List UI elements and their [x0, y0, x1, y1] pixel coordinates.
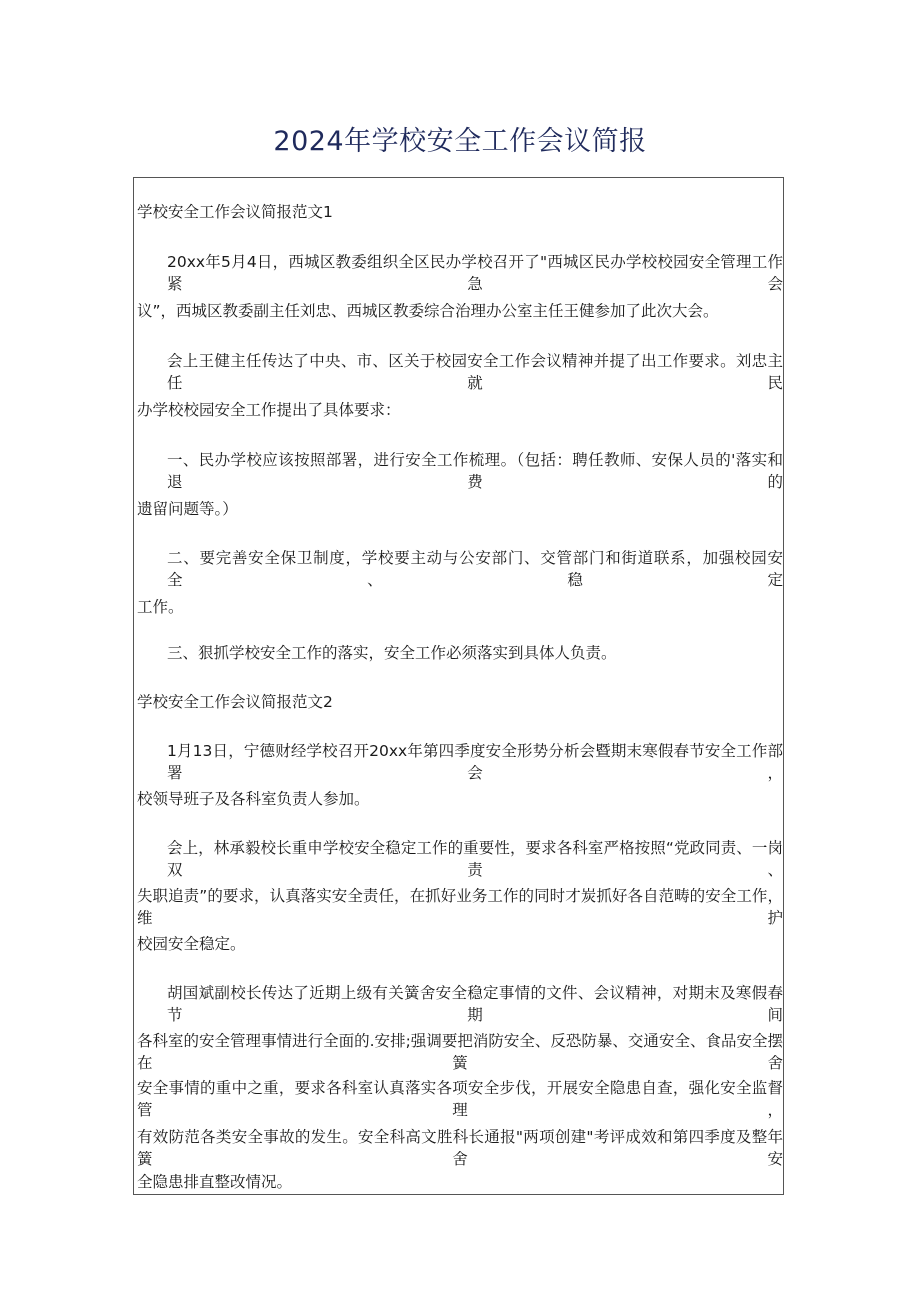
paragraph-line: 1月13日，宁德财经学校召开20xx年第四季度安全形势分析会暨期末寒假春节安全工作部署会，	[167, 742, 783, 782]
paragraph-line: 遗留问题等。）	[137, 500, 238, 518]
paragraph-line: 有效防范各类安全事故的发生。安全科高文胜科长通报"两项创建"考评成效和第四季度及整年簧舍安	[137, 1128, 783, 1168]
paragraph-line: 议”，西城区教委副主任刘忠、西城区教委综合治理办公室主任王健参加了此次大会。	[137, 302, 719, 320]
paragraph-line: 校园安全稳定。	[137, 935, 246, 953]
paragraph-line: 三、狠抓学校安全工作的落实，安全工作必须落实到具体人负责。	[167, 644, 617, 662]
section-heading-1: 学校安全工作会议简报范文1	[137, 203, 333, 221]
paragraph-line: 一、民办学校应该按照部署，进行安全工作梳理。（包括：聘任教师、安保人员的'落实和退费的	[167, 451, 783, 491]
paragraph-line: 校领导班子及各科室负责人参加。	[137, 790, 370, 808]
paragraph-line: 工作。	[137, 598, 184, 616]
document-title: 2024年学校安全工作会议简报	[273, 126, 647, 157]
paragraph-line: 胡国斌副校长传达了近期上级有关簧舍安全稳定事情的文件、会议精神，对期末及寒假春节期间	[167, 984, 783, 1024]
paragraph-line: 会上王健主任传达了中央、市、区关于校园安全工作会议精神并提了出工作要求。刘忠主任就民	[167, 352, 783, 392]
paragraph-line: 办学校校园安全工作提出了具体要求：	[137, 401, 401, 419]
paragraph-line: 各科室的安全管理事情进行全面的.安排;强调要把消防安全、反恐防暴、交通安全、食品安全摆在簧舍	[137, 1032, 783, 1072]
paragraph-line: 20xx年5月4日，西城区教委组织全区民办学校召开了"西城区民办学校校园安全管理工作紧急会	[167, 253, 783, 293]
paragraph-line: 会上，林承毅校长重申学校安全稳定工作的重要性，要求各科室严格按照“党政同责、一岗双责、	[167, 839, 783, 879]
section-heading-2: 学校安全工作会议简报范文2	[137, 693, 333, 711]
paragraph-line: 安全事情的重中之重，要求各科室认真落实各项安全步伐，开展安全隐患自查，强化安全监督管理，	[137, 1079, 783, 1119]
paragraph-line: 失职追责”的要求，认真落实安全责任，在抓好业务工作的同时才炭抓好各自范畴的安全工作，维护	[137, 887, 783, 927]
paragraph-line: 二、要完善安全保卫制度，学校要主动与公安部门、交管部门和街道联系，加强校园安全、稳定	[167, 549, 783, 589]
paragraph-line: 全隐患排直整改情况。	[137, 1173, 293, 1191]
